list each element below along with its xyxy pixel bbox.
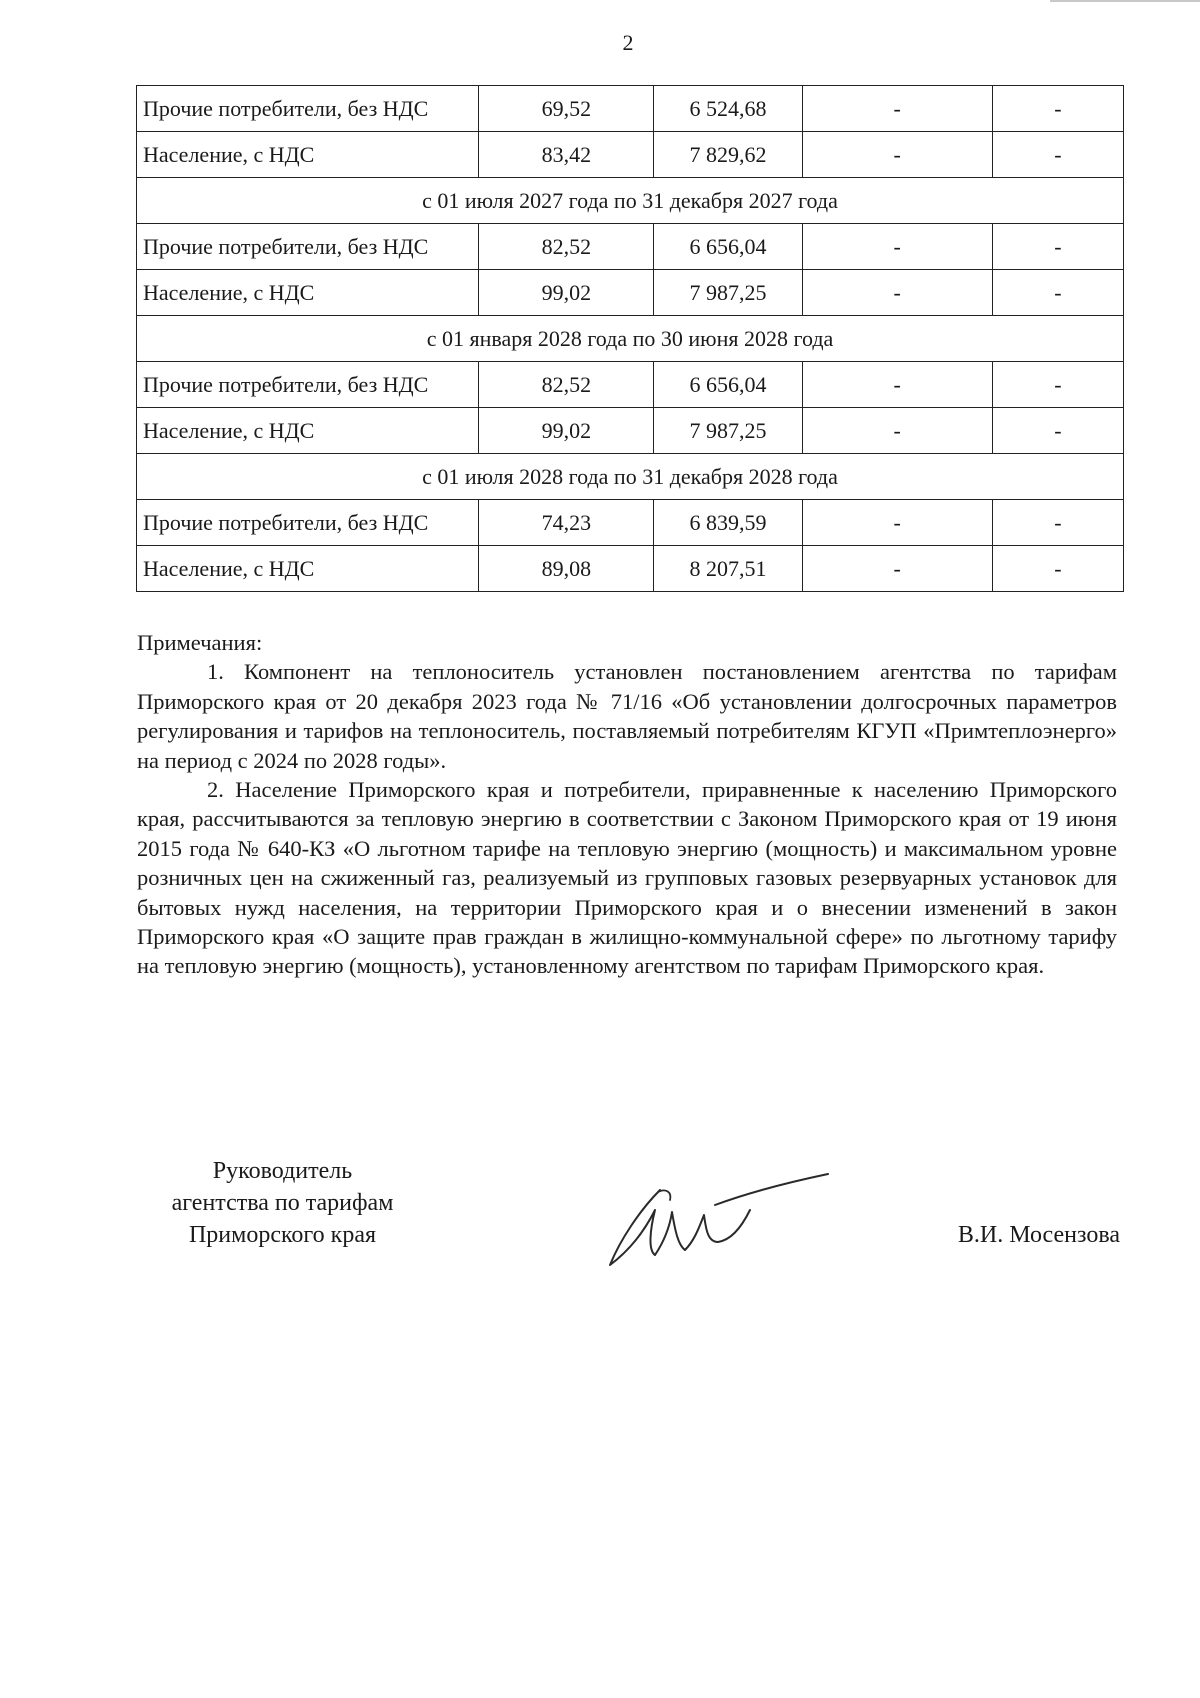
notes-section <box>137 628 1117 981</box>
tariff-value-cell: 99,02 <box>479 408 654 454</box>
tariff-value-cell: - <box>802 270 992 316</box>
tariff-value-cell: - <box>992 86 1123 132</box>
note-2: 2. Население Приморского края и потребители, приравненные к населению Приморского края, рассчитываются за тепловую энергию в соответствии с Законом Приморского края от 19 июня 2015 года № 640-КЗ «О льготном тарифе на тепловую энергию (мощность) и максимальном уровне розничных цен на сжиженный газ, реализуемый из групповых газовых резервуарных установок для бытовых нужд населения, на территории Приморского края и о внесении изменений в закон Приморского края «О защите прав граждан в жилищно-коммунальной сфере» по льготному тарифу на тепловую энергию (мощность), установленному агентством по тарифам Приморского края. <box>137 777 1117 979</box>
tariff-value-cell: 6 839,59 <box>654 500 802 546</box>
tariff-value-cell: - <box>992 546 1123 592</box>
tariff-value-cell: 6 656,04 <box>654 224 802 270</box>
signoff-line: агентства по тарифам <box>171 1190 394 1216</box>
table-row <box>137 500 1124 546</box>
consumer-category-cell: Население, с НДС <box>137 132 479 178</box>
tariff-value-cell: 7 829,62 <box>654 132 802 178</box>
notes-title: Примечания: <box>137 630 263 655</box>
tariff-value-cell: - <box>992 270 1123 316</box>
tariff-value-cell: - <box>992 362 1123 408</box>
tariff-value-cell: 82,52 <box>479 362 654 408</box>
consumer-category-cell: Прочие потребители, без НДС <box>137 86 479 132</box>
tariff-table <box>136 85 1124 592</box>
consumer-category-cell: Прочие потребители, без НДС <box>137 500 479 546</box>
period-header-cell: с 01 июля 2028 года по 31 декабря 2028 года <box>137 454 1124 500</box>
tariff-value-cell: 69,52 <box>479 86 654 132</box>
note-1: 1. Компонент на теплоноситель установлен постановлением агентства по тарифам Приморского края от 20 декабря 2023 года № 71/16 «Об установлении долгосрочных параметров регулирования и тарифов на теплоноситель, поставляемый потребителям КГУП «Примтеплоэнерго» на период с 2024 по 2028 годы». <box>137 659 1117 773</box>
tariff-value-cell: - <box>992 408 1123 454</box>
tariff-value-cell: 99,02 <box>479 270 654 316</box>
tariff-value-cell: - <box>802 362 992 408</box>
tariff-value-cell: - <box>802 224 992 270</box>
tariff-value-cell: 7 987,25 <box>654 270 802 316</box>
tariff-value-cell: 6 656,04 <box>654 362 802 408</box>
tariff-value-cell: 83,42 <box>479 132 654 178</box>
tariff-value-cell: 7 987,25 <box>654 408 802 454</box>
tariff-value-cell: 82,52 <box>479 224 654 270</box>
table-row <box>137 546 1124 592</box>
tariff-value-cell: - <box>802 500 992 546</box>
signer-name: В.И. Мосензова <box>957 1222 1120 1248</box>
table-row <box>137 270 1124 316</box>
signoff-line: Руководитель <box>212 1158 353 1184</box>
table-row <box>137 132 1124 178</box>
table-row <box>137 408 1124 454</box>
period-header-row <box>137 454 1124 500</box>
consumer-category-cell: Население, с НДС <box>137 270 479 316</box>
scan-edge-rule <box>1050 0 1200 2</box>
period-header-row <box>137 178 1124 224</box>
consumer-category-cell: Население, с НДС <box>137 546 479 592</box>
tariff-value-cell: 74,23 <box>479 500 654 546</box>
signoff-position <box>140 1155 425 1251</box>
page-number: 2 <box>622 30 634 55</box>
tariff-value-cell: - <box>992 132 1123 178</box>
signoff-line: Приморского края <box>188 1222 377 1248</box>
table-row <box>137 86 1124 132</box>
period-header-row <box>137 316 1124 362</box>
tariff-value-cell: - <box>992 224 1123 270</box>
tariff-value-cell: - <box>802 86 992 132</box>
tariff-value-cell: - <box>802 546 992 592</box>
consumer-category-cell: Прочие потребители, без НДС <box>137 224 479 270</box>
period-header-cell: с 01 января 2028 года по 30 июня 2028 года <box>137 316 1124 362</box>
consumer-category-cell: Население, с НДС <box>137 408 479 454</box>
tariff-value-cell: - <box>802 408 992 454</box>
period-header-cell: с 01 июля 2027 года по 31 декабря 2027 года <box>137 178 1124 224</box>
handwritten-signature-icon <box>600 1170 830 1280</box>
table-row <box>137 362 1124 408</box>
tariff-table-body <box>137 86 1124 592</box>
tariff-value-cell: 89,08 <box>479 546 654 592</box>
tariff-value-cell: 8 207,51 <box>654 546 802 592</box>
tariff-value-cell: 6 524,68 <box>654 86 802 132</box>
tariff-value-cell: - <box>992 500 1123 546</box>
tariff-value-cell: - <box>802 132 992 178</box>
consumer-category-cell: Прочие потребители, без НДС <box>137 362 479 408</box>
table-row <box>137 224 1124 270</box>
